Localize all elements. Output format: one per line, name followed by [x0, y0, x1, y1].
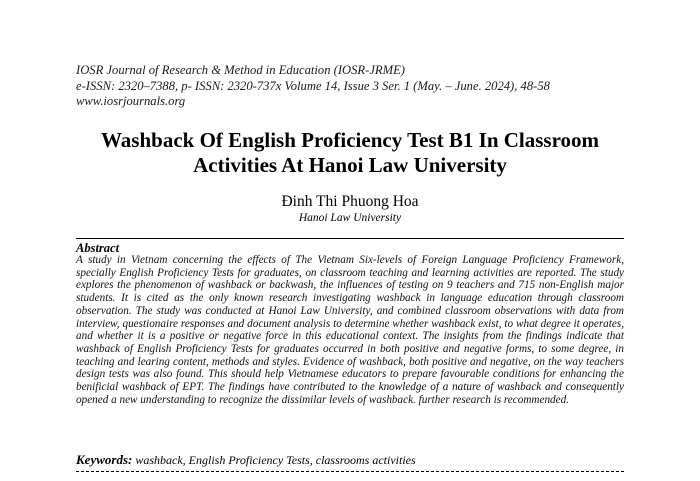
keywords-label: Keywords: — [76, 452, 133, 467]
journal-issn-volume: e-ISSN: 2320–7388, p- ISSN: 2320-737x Volume 14, Issue 3 Ser. 1 (May. – June. 2024), 48-58 — [76, 78, 550, 93]
abstract-body: A study in Vietnam concerning the effects of The Vietnam Six-levels of Foreign Language Proficiency Framework, specially English Proficiency Tests for graduates, on classroom teaching and learning activities are reported. The study explores the phenomenon of washback or backwash, the influences of testing on 9 teachers and 715 non-English major students. It is cited as the only known research investigating washback in language education through classroom observation. The study was conducted at Hanoi Law University, and combined classroom observations with data from interview, questionaire responses and document analysis to determine whether washback exist, to what degree it operates, and whether it is a positive or negative force in this educational context. The insights from the findings indicate that washback of English Proficiency Tests for graduates occurred in both positive and negative forms, to some degree, in teaching and learing content, methods and styles. Evidence of washback, both positive and negative, on the way teachers design tests was also found. This should help Vietnamese educators to prepare favourable conditions for enhancing the benificial washback of EPT. The findings have contributed to the knowledge of a nature of washback and consequently opened a new understanding to recognize the dissimilar levels of washback. further research is recommended. — [76, 254, 624, 406]
author-affiliation: Hanoi Law University — [298, 212, 402, 224]
paper-title-line-1: Washback Of English Proficiency Test B1 In Classroom — [100, 128, 600, 152]
abstract-heading: Abstract — [76, 241, 120, 255]
paper-title — [40, 128, 660, 178]
journal-header — [76, 63, 550, 110]
author-name: Đinh Thi Phuong Hoa — [281, 193, 419, 210]
keywords-text: washback, English Proficiency Tests, classrooms activities — [135, 453, 416, 467]
journal-name: IOSR Journal of Research & Method in Education (IOSR-JRME) — [76, 63, 405, 77]
keywords-line — [76, 453, 416, 467]
paper-title-line-2: Activities At Hanoi Law University — [193, 153, 507, 177]
journal-website: www.iosrjournals.org — [76, 94, 186, 108]
abstract-bottom-rule — [76, 471, 624, 472]
abstract-top-rule — [76, 238, 624, 239]
